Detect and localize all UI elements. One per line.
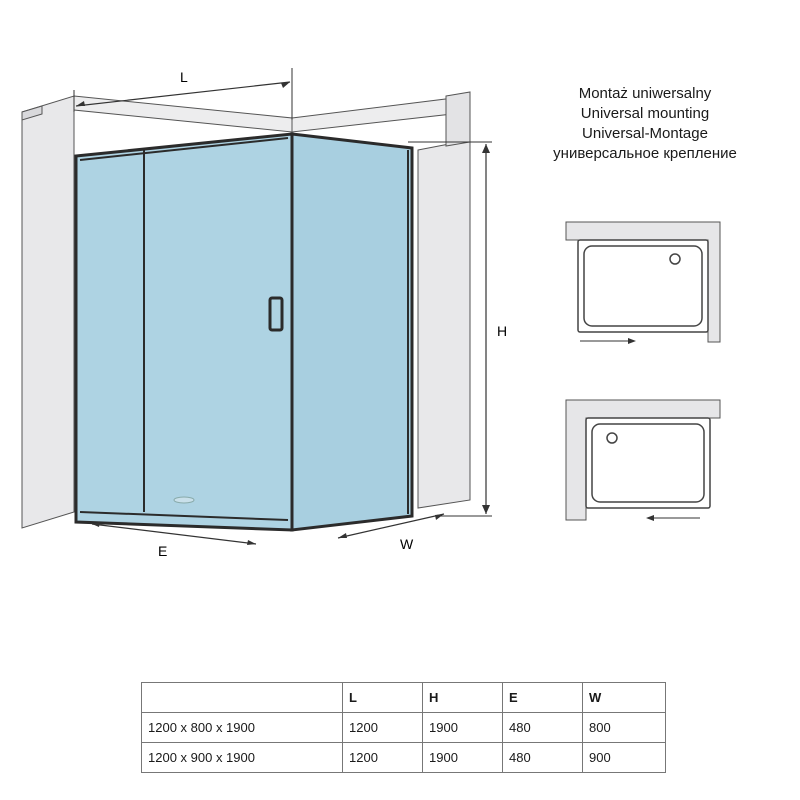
glass-front <box>76 134 292 530</box>
mounting-title-ru: универсальное крепление <box>553 145 737 162</box>
wall-left <box>22 96 74 528</box>
glass-side <box>292 134 412 530</box>
table-cell: 1200 x 800 x 1900 <box>142 713 343 743</box>
mounting-title-en: Universal mounting <box>580 105 710 122</box>
wall-right <box>418 92 470 508</box>
label-e: E <box>158 543 168 559</box>
table-cell: 800 <box>583 713 666 743</box>
label-l: L <box>180 69 188 85</box>
table-cell: 900 <box>583 743 666 773</box>
table-header-cell: E <box>503 683 583 713</box>
table-cell: 1200 <box>343 743 423 773</box>
table-cell: 1200 x 900 x 1900 <box>142 743 343 773</box>
table-header-row <box>142 683 666 713</box>
table-cell: 480 <box>503 713 583 743</box>
table-cell: 1900 <box>423 713 503 743</box>
mounting-title-de: Universal-Montage <box>582 125 708 142</box>
table-cell: 1200 <box>343 713 423 743</box>
label-h: H <box>497 323 508 339</box>
dimensions-table <box>141 682 666 773</box>
table-header-cell: H <box>423 683 503 713</box>
wall-back <box>74 96 470 132</box>
label-w: W <box>400 536 414 552</box>
mounting-option-left-corner <box>566 222 720 344</box>
mounting-title-pl: Montaż uniwersalny <box>578 85 712 102</box>
mounting-titles <box>520 84 770 164</box>
table-cell: 1900 <box>423 743 503 773</box>
table-cell: 480 <box>503 743 583 773</box>
table-header-cell: W <box>583 683 666 713</box>
table-header-cell <box>142 683 343 713</box>
table-header-cell: L <box>343 683 423 713</box>
table-row <box>142 713 666 743</box>
mounting-option-right-corner <box>566 400 720 521</box>
shower-tray-drain <box>174 497 194 503</box>
table-row <box>142 743 666 773</box>
